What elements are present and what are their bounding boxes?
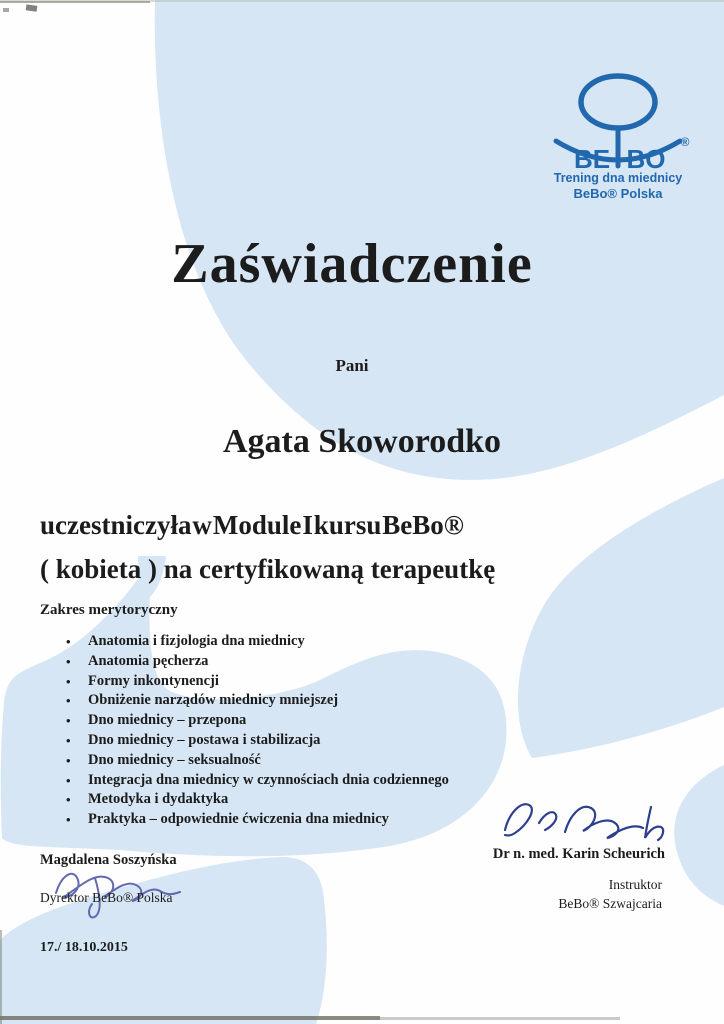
list-item-label: Formy inkontynencji	[88, 672, 219, 689]
course-statement-line1	[40, 510, 464, 541]
bullet-icon: •	[66, 634, 71, 649]
course-statement-line2: ( kobieta ) na certyfikowaną terapeutkę	[40, 554, 496, 584]
bullet-icon: •	[66, 713, 71, 729]
list-item-label: Anatomia i fizjologia dna miednicy	[88, 633, 305, 649]
bullet-icon: •	[66, 812, 71, 828]
salutation: Pani	[335, 356, 369, 375]
list-item	[66, 632, 546, 652]
course-word: w	[192, 510, 212, 540]
left-signatory-role: Dyrektor BeBo® Polska	[40, 890, 173, 905]
course-word: BeBo®	[382, 510, 464, 540]
bebo-logo	[540, 58, 710, 208]
list-item-label: Praktyka – odpowiednie ćwiczenia dna miednicy	[88, 811, 389, 828]
right-signatory-name: Dr n. med. Karin Scheurich	[492, 846, 665, 862]
logo-word-right: BO	[626, 144, 666, 174]
logo-oval-icon	[581, 76, 655, 128]
scope-heading: Zakres merytoryczny	[40, 602, 178, 618]
course-word: I	[302, 510, 313, 540]
bullet-icon: •	[66, 752, 71, 768]
certificate-title: Zaświadczenie	[171, 233, 533, 295]
bullet-icon: •	[66, 772, 71, 788]
bullet-icon: •	[66, 693, 71, 709]
list-item-label: Anatomia pęcherza	[88, 652, 209, 669]
list-item	[66, 810, 546, 830]
list-item	[66, 672, 546, 692]
list-item-label: Metodyka i dydaktyka	[88, 791, 229, 808]
course-word: Module	[212, 510, 302, 540]
list-item-label: Obniżenie narządów miednicy mniejszej	[88, 692, 339, 709]
logo-tagline-2: BeBo® Polska	[573, 186, 663, 201]
bullet-icon: •	[66, 653, 71, 669]
recipient-name: Agata Skoworodko	[222, 423, 502, 460]
bullet-icon: •	[66, 732, 71, 748]
list-item-label: Dno miednicy – seksualność	[88, 751, 261, 768]
logo-word-left: BE	[573, 144, 611, 174]
list-item-label: Integracja dna miednicy w czynnościach dnia codziennego	[88, 771, 449, 788]
list-item	[66, 790, 546, 810]
certificate-date: 17./ 18.10.2015	[40, 940, 128, 955]
right-signatory-role-1: Instruktor	[608, 877, 662, 892]
left-signatory-name: Magdalena Soszyńska	[40, 852, 177, 868]
course-word: kursu	[313, 510, 382, 540]
list-item-label: Dno miednicy – postawa i stabilizacja	[88, 731, 321, 748]
logo-reg-mark: ®	[680, 135, 690, 149]
course-word: uczestniczyła	[40, 510, 192, 540]
list-item	[66, 751, 546, 771]
scope-list	[66, 632, 546, 830]
list-item-label: Dno miednicy – przepona	[88, 712, 247, 729]
list-item	[66, 731, 546, 751]
bullet-icon: •	[66, 792, 71, 808]
list-item	[66, 652, 546, 672]
right-signatory-role-2: BeBo® Szwajcaria	[558, 896, 662, 911]
bullet-icon: •	[66, 673, 71, 689]
list-item	[66, 711, 546, 731]
list-item	[66, 771, 546, 791]
list-item	[66, 691, 546, 711]
logo-tagline-1: Trening dna miednicy	[553, 171, 683, 185]
